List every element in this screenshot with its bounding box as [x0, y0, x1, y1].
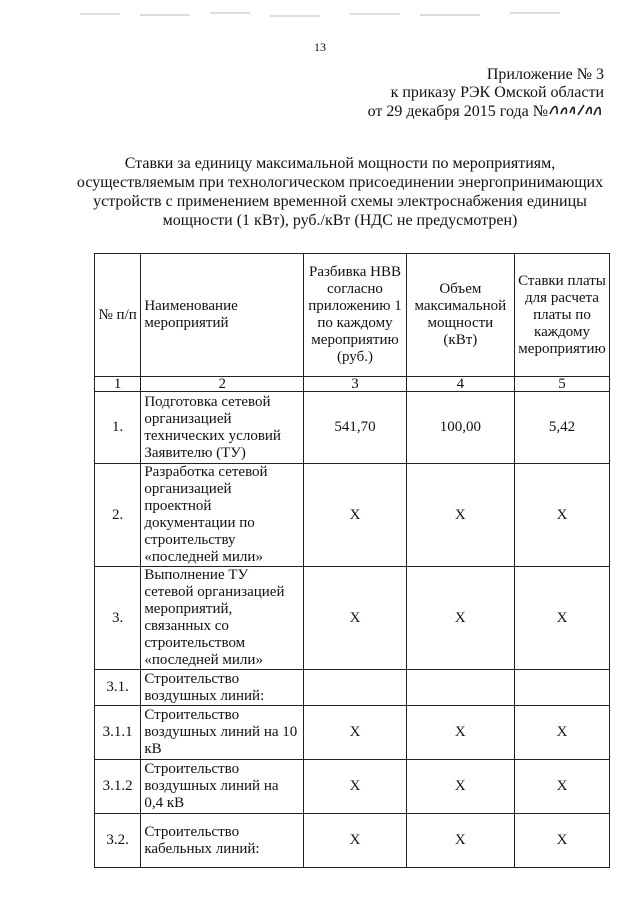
row-name: Строительство воздушных линий на 10 кВ [141, 706, 304, 760]
row-num: 3.2. [95, 814, 141, 868]
header-rate: Ставки платы для расчета платы по каждому мероприятию [515, 254, 610, 377]
column-index: 2 [141, 377, 304, 392]
handwritten-order-number [548, 102, 604, 118]
title-line: Ставки за единицу максимальной мощности по мероприятиям, [124, 155, 556, 172]
row-rate: X [515, 706, 610, 760]
rates-table [94, 253, 610, 868]
row-power: X [406, 464, 514, 567]
column-index-row [95, 377, 610, 392]
row-nvv: X [304, 760, 406, 814]
header-nvv: Разбивка НВВ согласно приложению 1 по каждому мероприятию (руб.) [304, 254, 406, 377]
row-nvv: X [304, 567, 406, 670]
row-num: 2. [95, 464, 141, 567]
row-num: 3. [95, 567, 141, 670]
column-index: 3 [304, 377, 406, 392]
appendix-line2: к приказу РЭК Омской области [390, 84, 604, 101]
header-name: Наименование мероприятий [141, 254, 304, 377]
row-name: Подготовка сетевой организацией технических условий Заявителю (ТУ) [141, 392, 304, 464]
page-number: 13 [314, 40, 326, 54]
title-line: осуществляемым при технологическом присоединении энергопринимающих [76, 174, 604, 191]
title-line: устройств с применением временной схемы электроснабжения единицы [93, 193, 587, 210]
row-rate [515, 670, 610, 706]
row-name: Строительство воздушных линий: [141, 670, 304, 706]
table-row [95, 670, 610, 706]
row-nvv: X [304, 814, 406, 868]
row-power: X [406, 814, 514, 868]
column-index: 1 [95, 377, 141, 392]
row-rate: 5,42 [515, 392, 610, 464]
row-name: Строительство кабельных линий: [141, 814, 304, 868]
title-line: мощности (1 кВт), руб./кВт (НДС не предусмотрен) [162, 212, 518, 229]
table-row [95, 567, 610, 670]
row-nvv [304, 670, 406, 706]
header-power: Объем максимальной мощности (кВт) [406, 254, 514, 377]
row-rate: X [515, 760, 610, 814]
scan-artifacts [60, 6, 600, 22]
row-nvv: 541,70 [304, 392, 406, 464]
row-name: Выполнение ТУ сетевой организацией мероприятий, связанных со строительством «последней мили» [141, 567, 304, 670]
column-index: 4 [406, 377, 514, 392]
row-name: Разработка сетевой организацией проектной документации по строительству «последней мили» [141, 464, 304, 567]
table-row [95, 760, 610, 814]
table-row [95, 392, 610, 464]
row-rate: X [515, 567, 610, 670]
header-num: № п/п [95, 254, 141, 377]
row-rate: X [515, 814, 610, 868]
row-name: Строительство воздушных линий на 0,4 кВ [141, 760, 304, 814]
row-power: X [406, 567, 514, 670]
table-header-row [95, 254, 610, 377]
row-rate: X [515, 464, 610, 567]
row-power: 100,00 [406, 392, 514, 464]
row-power: X [406, 760, 514, 814]
row-power [406, 670, 514, 706]
row-nvv: X [304, 464, 406, 567]
table-row [95, 706, 610, 760]
row-nvv: X [304, 706, 406, 760]
row-num: 1. [95, 392, 141, 464]
appendix-line1: Приложение № 3 [486, 66, 604, 83]
table-row [95, 814, 610, 868]
appendix-header [368, 66, 604, 121]
table-row [95, 464, 610, 567]
appendix-date: от 29 декабря 2015 года № [367, 103, 548, 120]
row-num: 3.1. [95, 670, 141, 706]
appendix-line3 [368, 102, 604, 121]
document-title [70, 154, 610, 230]
row-num: 3.1.1 [95, 706, 141, 760]
row-power: X [406, 706, 514, 760]
column-index: 5 [515, 377, 610, 392]
row-num: 3.1.2 [95, 760, 141, 814]
